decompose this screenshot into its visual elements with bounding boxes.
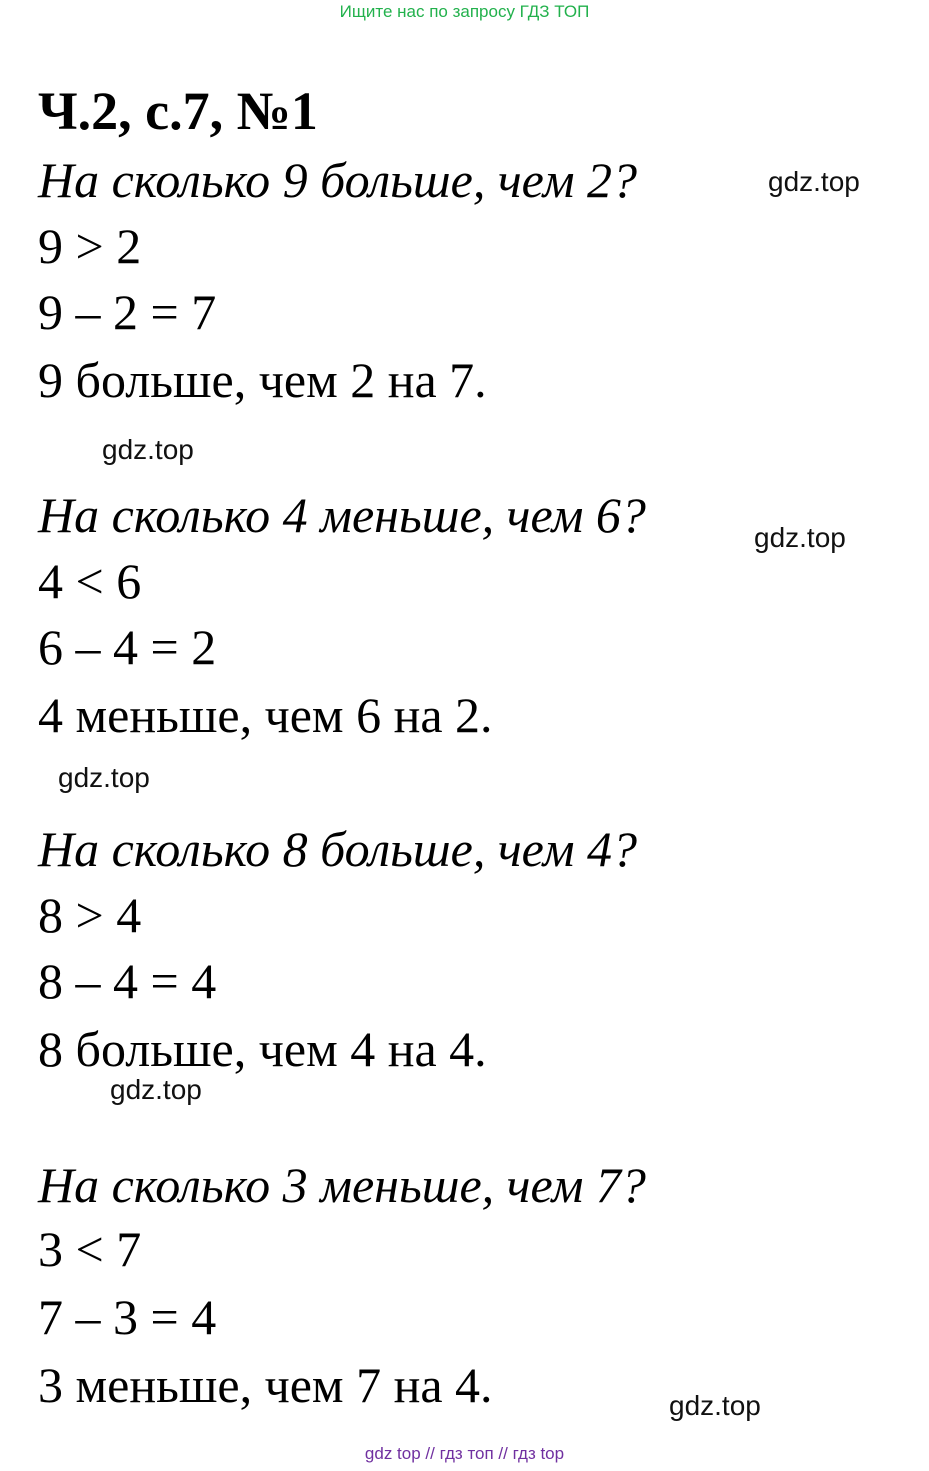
comparison-1: 9 > 2: [38, 218, 142, 274]
comparison-4: 3 < 7: [38, 1221, 142, 1277]
footer-note: gdz top // гдз топ // гдз top: [364, 1444, 565, 1463]
equation-2: 6 – 4 = 2: [38, 619, 217, 675]
watermark-3: gdz.top: [754, 522, 846, 553]
answer-1: 9 больше, чем 2 на 7.: [38, 352, 487, 408]
watermark-5: gdz.top: [110, 1074, 202, 1105]
comparison-2: 4 < 6: [38, 553, 142, 609]
equation-1: 9 – 2 = 7: [38, 284, 217, 340]
question-1: На сколько 9 больше, чем 2?: [38, 152, 638, 208]
question-2: На сколько 4 меньше, чем 6?: [38, 487, 646, 543]
watermark-4: gdz.top: [58, 762, 150, 793]
watermark-6: gdz.top: [669, 1390, 761, 1421]
answer-4: 3 меньше, чем 7 на 4.: [38, 1357, 493, 1413]
page-title: Ч.2, с.7, №1: [38, 81, 318, 141]
equation-3: 8 – 4 = 4: [38, 953, 217, 1009]
answer-2: 4 меньше, чем 6 на 2.: [38, 687, 493, 743]
header-search-note: Ищите нас по запросу ГДЗ ТОП: [339, 2, 590, 21]
watermark-1: gdz.top: [768, 166, 860, 197]
comparison-3: 8 > 4: [38, 887, 142, 943]
question-3: На сколько 8 больше, чем 4?: [38, 821, 638, 877]
watermark-2: gdz.top: [102, 434, 194, 465]
answer-3: 8 больше, чем 4 на 4.: [38, 1021, 487, 1077]
question-4: На сколько 3 меньше, чем 7?: [38, 1157, 646, 1213]
equation-4: 7 – 3 = 4: [38, 1289, 217, 1345]
